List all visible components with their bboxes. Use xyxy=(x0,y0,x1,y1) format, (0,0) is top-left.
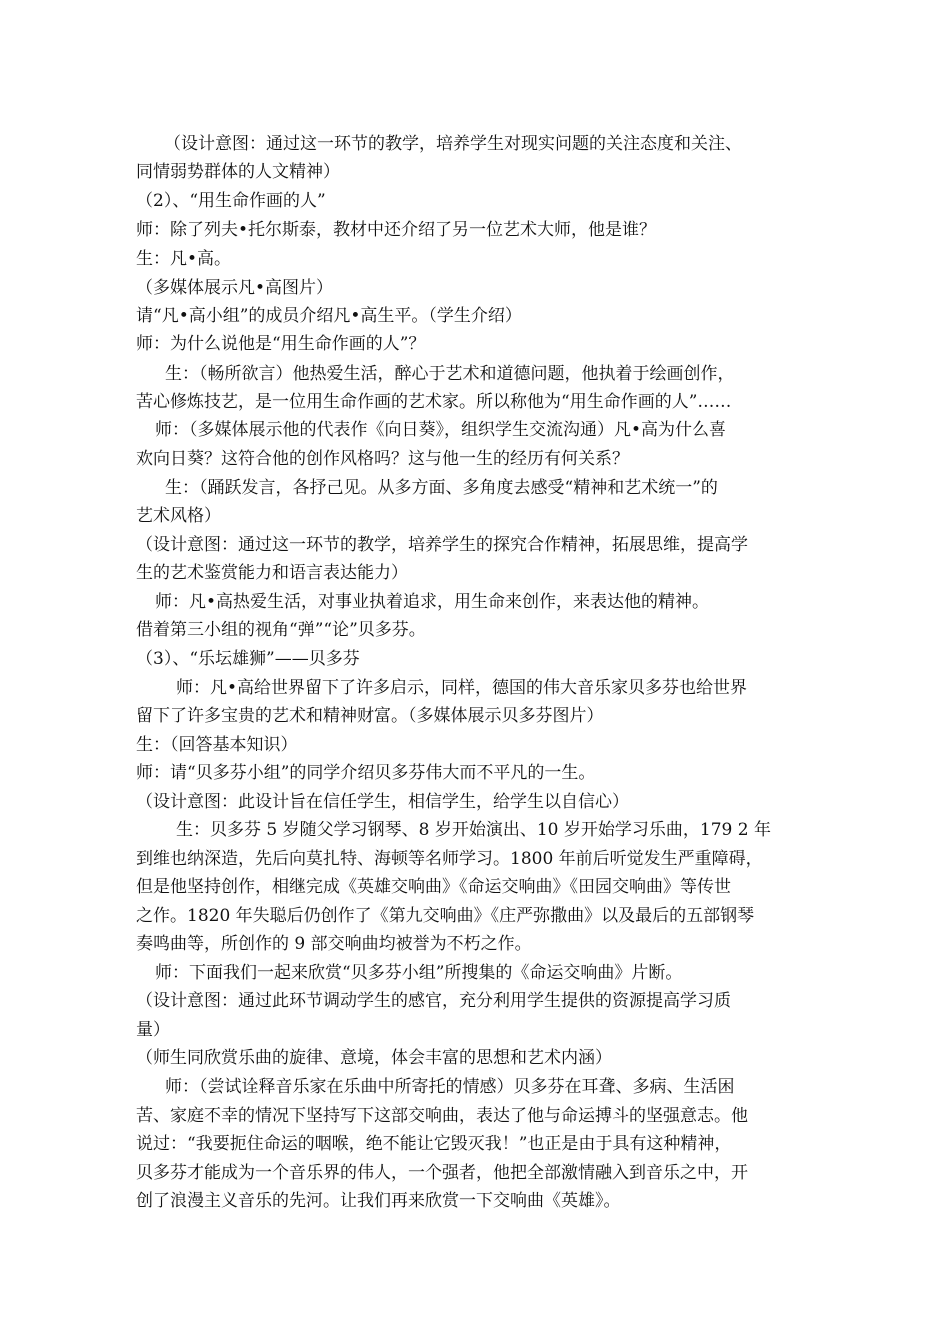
text-line: （2）、“用生命作画的人” xyxy=(136,191,326,211)
text-line: 留下了许多宝贵的艺术和精神财富。（多媒体展示贝多芬图片） xyxy=(136,706,604,726)
text-line: （设计意图：此设计旨在信任学生，相信学生，给学生以自信心） xyxy=(136,792,629,812)
text-line: 之作。1820 年失聪后仍创作了《第九交响曲》《庄严弥撒曲》以及最后的五部钢琴 xyxy=(136,906,755,926)
text-line: 创了浪漫主义音乐的先河。让我们再来欣赏一下交响曲《英雄》。 xyxy=(136,1191,621,1211)
text-line: （多媒体展示凡•高图片） xyxy=(136,278,334,298)
text-line: 贝多芬才能成为一个音乐界的伟人，一个强者，他把全部激情融入到音乐之中，开 xyxy=(136,1163,748,1183)
text-line: 说过：“我要扼住命运的咽喉，绝不能让它毁灭我！”也正是由于具有这种精神， xyxy=(136,1134,732,1154)
text-line: 借着第三小组的视角“弹”“论”贝多芬。 xyxy=(136,620,426,640)
text-line: 师：下面我们一起来欣赏“贝多芬小组”所搜集的《命运交响曲》片断。 xyxy=(155,963,683,983)
text-line: 到维也纳深造，先后向莫扎特、海顿等名师学习。1800 年前后听觉发生严重障碍， xyxy=(136,849,763,869)
text-line: 师：凡•高热爱生活，对事业执着追求，用生命来创作，来表达他的精神。 xyxy=(155,592,710,612)
text-line: 师：除了列夫•托尔斯泰，教材中还介绍了另一位艺术大师，他是谁？ xyxy=(136,220,657,240)
text-line: 生的艺术鉴赏能力和语言表达能力） xyxy=(136,563,408,583)
text-line: 师：（尝试诠释音乐家在乐曲中所寄托的情感）贝多芬在耳聋、多病、生活困 xyxy=(165,1077,735,1097)
text-line: （设计意图：通过此环节调动学生的感官，充分利用学生提供的资源提高学习质 xyxy=(136,991,731,1011)
text-line: 请“凡•高小组”的成员介绍凡•高生平。（学生介绍） xyxy=(136,306,522,326)
text-line: （3）、“乐坛雄狮”——贝多芬 xyxy=(136,649,360,669)
text-line: （设计意图：通过这一环节的教学，培养学生的探究合作精神，拓展思维，提高学 xyxy=(136,535,748,555)
text-line: （师生同欣赏乐曲的旋律、意境，体会丰富的思想和艺术内涵） xyxy=(136,1048,612,1068)
text-line: 生：凡•高。 xyxy=(136,249,232,269)
text-line: 生：（踊跃发言，各抒己见。从多方面、多角度去感受“精神和艺术统一”的 xyxy=(165,478,718,498)
text-line: 生：（畅所欲言）他热爱生活，醉心于艺术和道德问题，他执着于绘画创作， xyxy=(165,364,735,384)
text-line: 师：（多媒体展示他的代表作《向日葵》，组织学生交流沟通）凡•高为什么喜 xyxy=(155,420,727,440)
text-line: 生：贝多芬 5 岁随父学习钢琴、8 岁开始演出、10 岁开始学习乐曲，179 2 年 xyxy=(176,820,771,840)
text-line: 同情弱势群体的人文精神） xyxy=(136,162,340,182)
text-line: 苦心修炼技艺，是一位用生命作画的艺术家。所以称他为“用生命作画的人”…… xyxy=(136,392,732,412)
text-line: 奏鸣曲等，所创作的 9 部交响曲均被誉为不朽之作。 xyxy=(136,934,532,954)
text-line: 苦、家庭不幸的情况下坚持写下这部交响曲，表达了他与命运搏斗的坚强意志。他 xyxy=(136,1106,748,1126)
text-line: 师：为什么说他是“用生命作画的人”？ xyxy=(136,334,426,354)
text-line: 艺术风格） xyxy=(136,506,221,526)
text-line: 师：请“贝多芬小组”的同学介绍贝多芬伟大而不平凡的一生。 xyxy=(136,763,596,783)
text-line: 但是他坚持创作，相继完成《英雄交响曲》《命运交响曲》《田园交响曲》等传世 xyxy=(136,877,731,897)
text-line: 量） xyxy=(136,1020,170,1040)
text-line: （设计意图：通过这一环节的教学，培养学生对现实问题的关注态度和关注、 xyxy=(164,134,742,154)
text-line: 欢向日葵？这符合他的创作风格吗？这与他一生的经历有何关系？ xyxy=(136,449,629,469)
text-line: 师：凡•高给世界留下了许多启示，同样，德国的伟大音乐家贝多芬也给世界 xyxy=(176,678,748,698)
text-line: 生：（回答基本知识） xyxy=(136,735,298,755)
